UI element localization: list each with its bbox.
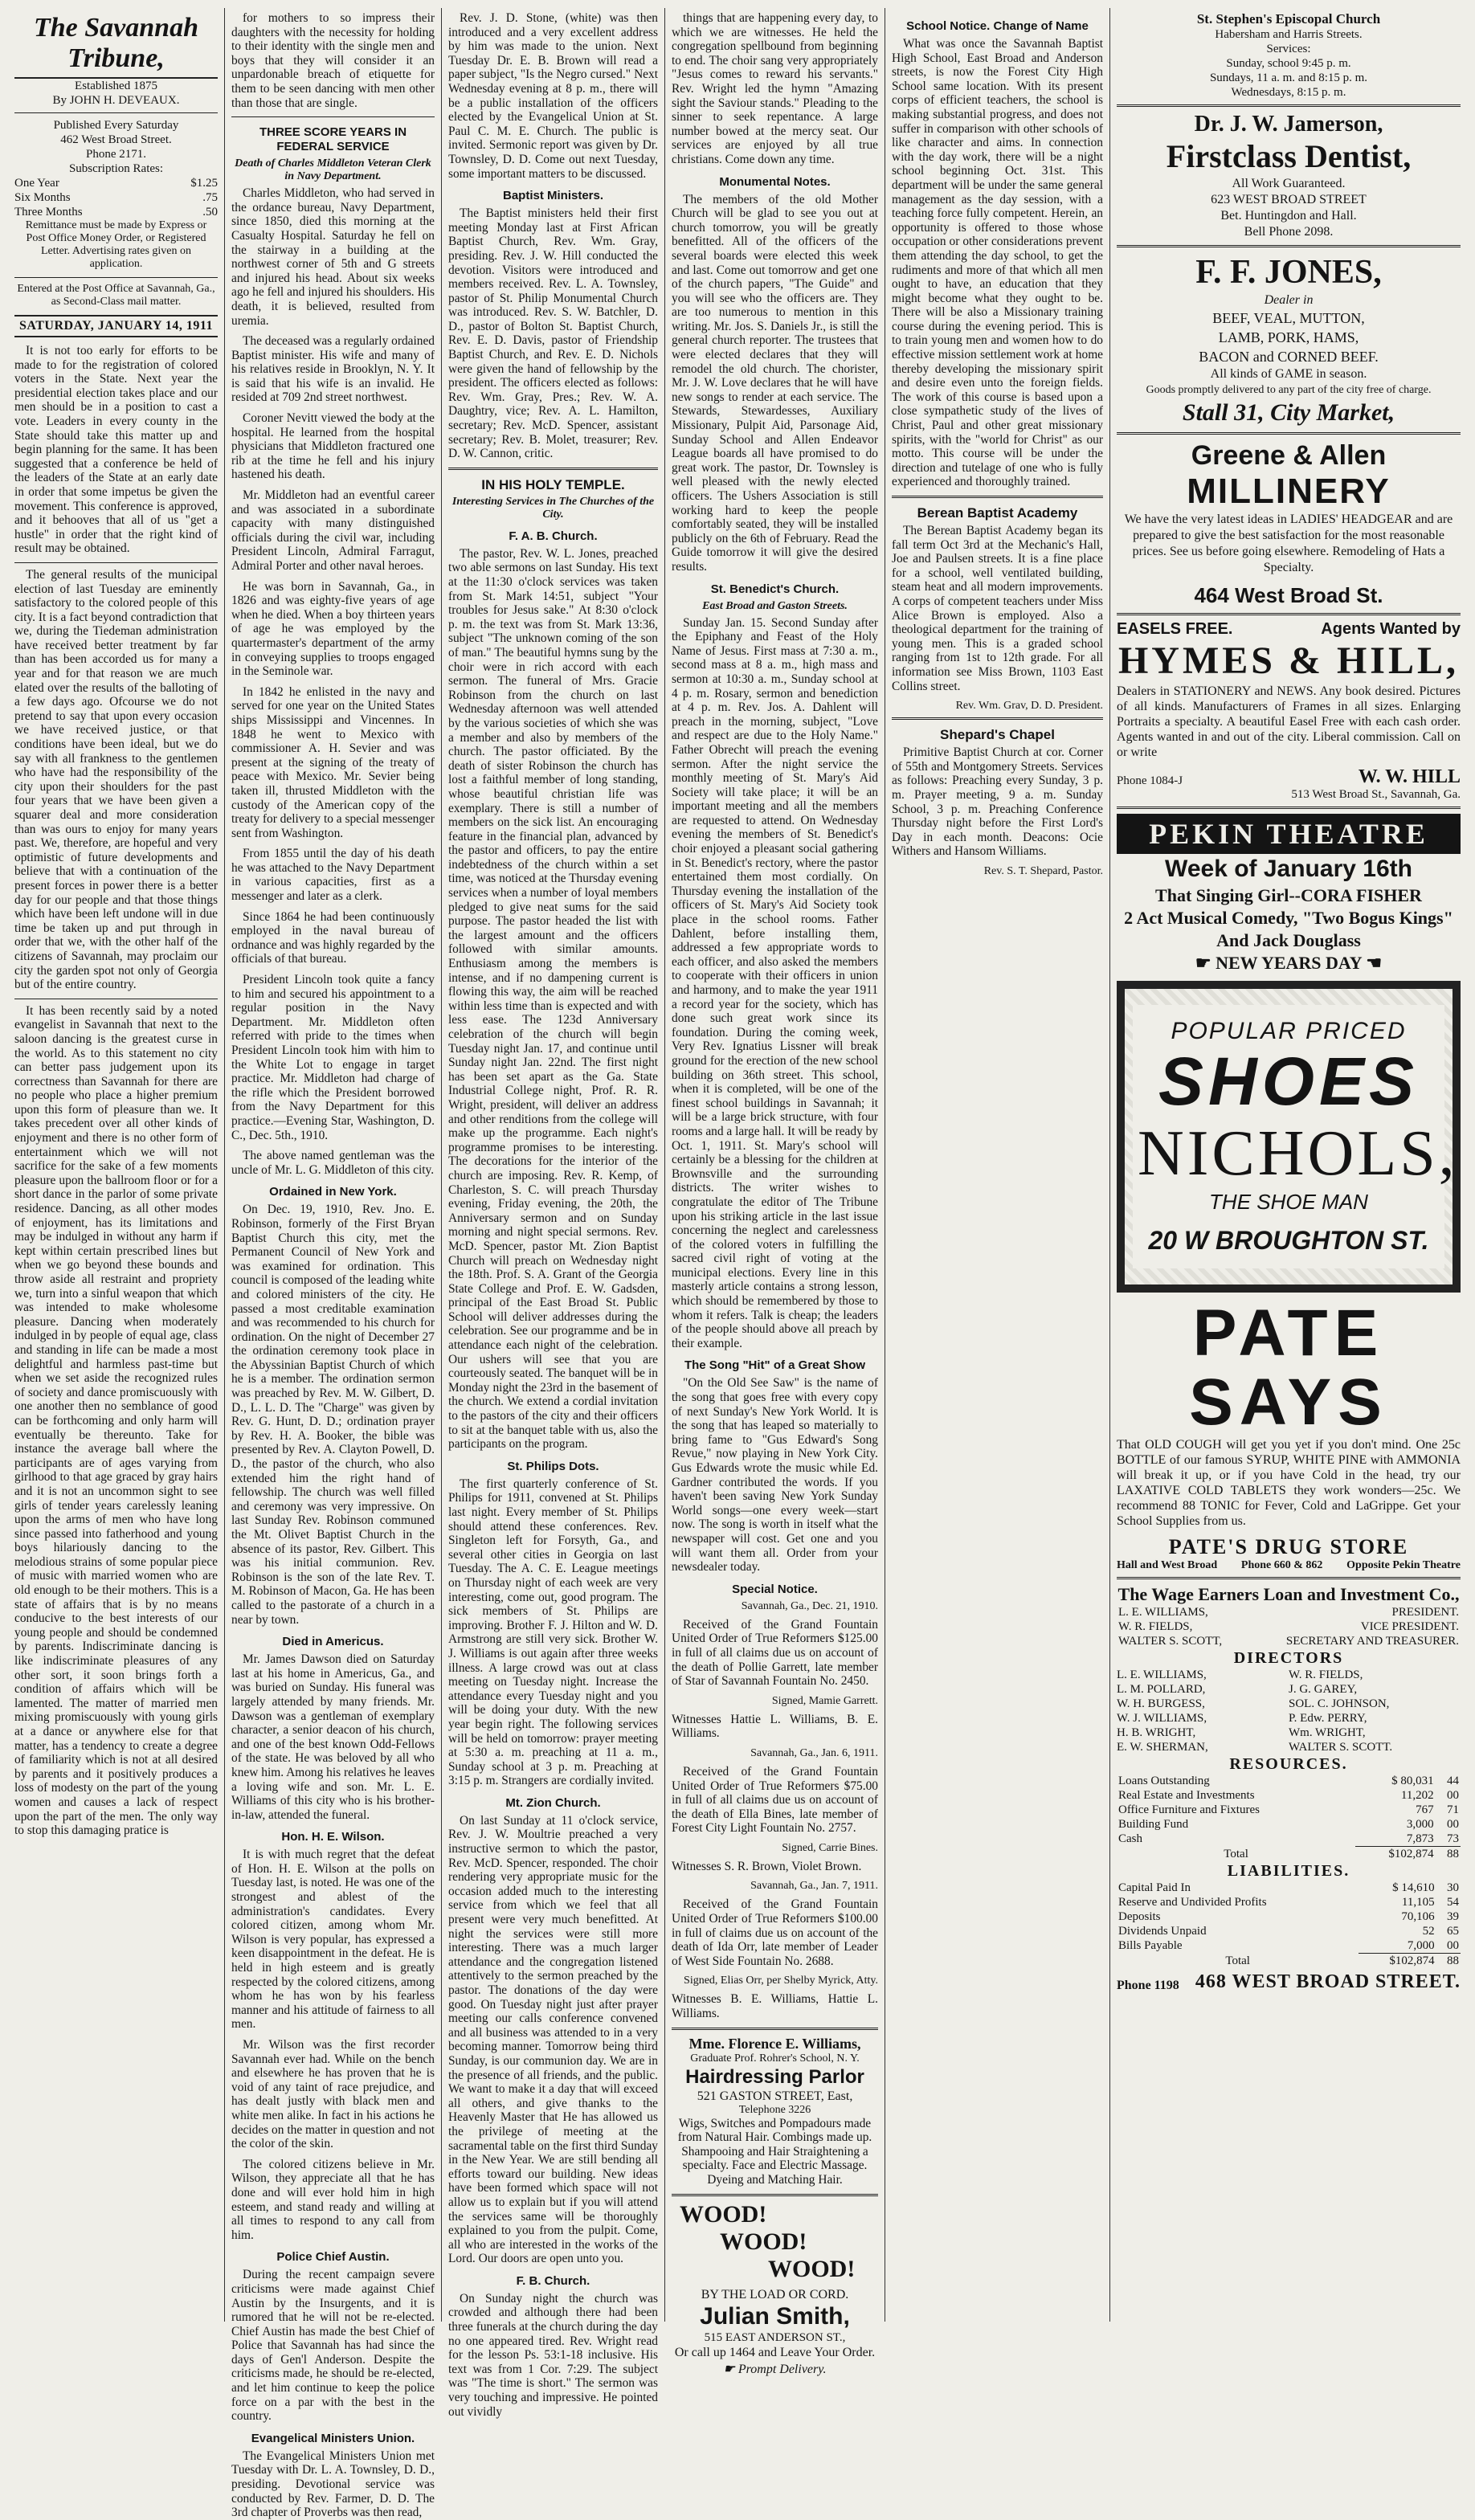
remittance-note: Remittance must be made by Express or Post Office Money Order, or Registered Letter. Advertising rates given on application. [25,219,207,270]
agents-wanted: Agents Wanted by [1321,620,1461,638]
shoes-popular: POPULAR PRICED [1171,1018,1407,1044]
rate-row: Three Months .50 [14,206,218,219]
pate-opposite: Opposite Pekin Theatre [1346,1559,1461,1571]
jones-name: F. F. JONES, [1195,254,1382,291]
jamerson-phone: Bell Phone 2098. [1244,225,1334,239]
article-paragraph: Sunday Jan. 15. Second Sunday after the Epiphany and Feast of the Holy Name of Jesus. First mass at 7:30 a. m., second mass at 8 a. m., high mass and sermon at 10:30 a. m., Sunday school at 4 p. m. Rosary, sermon and benediction at 4 p. m. Rev. Jos. A. Dahlent will preach in the morning, subject, "Love and respect are due to the Holy Name." Father Obrecht will preach the evening sermon. After the night service the monthly meeting of St. Mary's Aid Society will take place; it will be an important meeting and all the members are requested to attend. On Wednesday evening the members of St. Benedict's choir enjoyed a pleasant social gathering in St. Benedict's rectory, where the pastor entertained them most cordially. On Thursday evening the installation of the officers of St. Mary's Aid Society took place in the school rooms. Father Dahlent, before installing them, addressed a few appropriate words to each officer, and also asked the members to cooperate with their officers in union and harmony, and to make the year 1911 a record year for the society, which has done such great work since its foundation. During the coming week, Very Rev. Ignatius Lissner will break ground for the erection of the new school building on 36th street. This school, when it is completed, will be one of the finest school buildings in Savannah; it will be a large brick structure, with four rooms and a large hall. It will be ready by Oct. 1, 1911. St. Mary's school will certainly be a blessing for the children at Brownsville and the surrounding districts. The writer wishes to congratulate the editor of The Tribune upon his striking article in the last issue concerning the neglect and carelessness of the colored voters in fulfilling the sacred civil right of voting at the municipal elections. Every line in this masterly article contains a strong lesson, which should be remembered by those to whom it refers. Talk is cheap; the leaders of the people should above all preach by their example. [672,615,879,1350]
headline-berean: Berean Baptist Academy [917,505,1078,521]
masthead-address: 462 West Broad Street. [60,133,172,146]
stephens-services: Services: [1266,43,1311,55]
jamerson-name: Dr. J. W. Jamerson, [1194,112,1383,137]
headline-holy-temple: IN HIS HOLY TEMPLE. [481,476,625,492]
article-paragraph: "On the Old See Saw" is the name of the song that goes free with every copy of next Sunday's New York World. It is the song that has leaped so materially to bring fame to "Gus Edward's Song Revue," now playing in New York City. Gus Edwards wrote the music while Ed. Gardner contributed the words. If you haven't been saving New York Sunday World songs—one every week—start now. The song is worth in itself what the newspaper will cost. Get one and you will want them all. Order from your newsdealer today. [672,1376,878,1574]
article-paragraph: Mr. James Dawson died on Saturday last at his home in Americus, Ga., and was buried on Sunday. His funeral was largely attended by many friends. Mr. Dawson was a gentleman of exemplary character, a senior deacon of his church, and one of the best known Odd-Fellows of the state. He was beloved by all who knew him. Among his relatives he leaves a loving wife and son. Mr. L. E. Williams of this city who is his brother-in-law, attended the funeral. [231,1652,435,1822]
stephens-address: Habersham and Harris Streets. [1215,28,1363,41]
ad-mme-grad: Graduate Prof. Rohrer's School, N. Y. [690,2052,860,2065]
pointing-hand-icon: ☛ [723,2362,735,2376]
ga-address: 464 West Broad St. [1194,583,1383,607]
editorial-dancing: It has been recently said by a noted evangelist in Savannah that next to the saloon dancing is the greatest curse in the world. As to this statement no city can better pass judgement upon its correctness than Savannah for there are no people who place a higher premium upon this form of pleasure than we. It takes precedent over all other kinds of enjoyment and there is no other form of entertainment which we will not sacrifice for the sake of a few moments pleasure upon the ballroom floor or for a short dance in the parlor of some private residence. Dancing, as all other modes of enjoyment, has its limitations and may be indulged in without any harm if kept within certain prescribed lines but when we go beyond these bounds and throw aside all restraint and propriety we, turn into a sinful weapon that which was intended to make wholesome pleasure. Dancing when moderately indulged in by people of equal age, class and standing in life can be made a most delightful and harmless past-time but when we set aside the recognized rules of society and dance promiscuously with one another then no semblance of good can be forthcoming and only harm will eventually be thereunto. Take for instance the average ball where the participants are of ages varying from girlhood to that age graced by gray hairs and it is not an uncommon sight to see girls of tender years carelessly leaning upon the arms of men who have long since passed into fatherhood and young boys hilariously dancing to the melodious strains of some popular piece of music with married women who are old enough to be their mothers. This is a state of affairs that is by no means conducive to the best interests of our young people and should be condemned by parents. Indiscriminate dancing is like indiscriminate pleasures of any other sort, it soon brings forth a condition of affairs which will be lamented. The matter of married men mixing promiscuously with young girls at a dance or anywhere else for that matter, has a tendency to create a degree of familiarity which is not at all desired by parents and it positively produces a loss of modesty on the part of the young women and causes a lack of respect upon the part of the men. The only way to stop this damaging pratice is [14,1003,218,1838]
article-paragraph: The Baptist ministers held their first meeting Monday last at First African Baptist Church, Rev. Wm. Gray, presiding. Rev. J. W. Hill conducted the devotion. Visitors were introduced and members received. Rev. L. A. Townsley, pastor of St. Philip Monumental Church was introduced. Rev. S. W. Batchler, D. D., pastor of Bolton St. Baptist Church, Rev. E. D. Davis, pastor of Friendship Baptist Church, and Rev. E. D. Nichols were given the hand of fellowship by the president. The officers elected as follows: Rev. Wm. Gray, Pres.; Rev. W. A. Daughtry, vice; Rev. A. L. Hamilton, secretary; Rev. McD. Spencer, assistant secretary; Rev. B. Molet, treasurer; Rev. D. W. Cannon, critic. [448,206,658,461]
ad-mme-body: Wigs, Switches and Pompadours made from Natural Hair. Combings made up. Shampooing and Hair Straightening a specialty. Face and Electric Massage. Dyeing and Matching Hair. [677,2116,872,2187]
ad-wood-delivery: Prompt Delivery. [738,2362,827,2376]
article-paragraph: things that are happening every day, to which we are witnesses. He held the congregation spellbound from beginning to end. The choir sang very appropriately "Jesus comes to reward his servants." Rev. Wright led the hymn "Amazing sight the Saviour stands." Pleading to the sinner to seek repentance. A large number bowed at the mercy seat. Our services are enjoyed by all true christians. Come down any time. [672,11,878,166]
column-3 [442,8,665,2419]
headline-st-benedicts: St. Benedict's Church. [710,582,840,596]
headline-fab-church: F. A. B. Church. [509,529,598,543]
column-4 [665,8,885,2376]
directors-title: DIRECTORS [1233,1649,1344,1667]
article-paragraph: On Sunday night the church was crowded and although there had been three funerals at the church during the day no one appeared tired. Rev. Wright read for the lesson Ps. 53:1-18 inclusive. His text was from 1 Cor. 7:29. The subject was "The time is short." The sermon was very touching and impressive. He pointed out vividly [448,2291,658,2419]
subhead-middleton: Death of Charles Middleton Veteran Clerk in Navy Department. [235,157,431,183]
nichols-name: NICHOLS, [1138,1118,1458,1189]
article-paragraph: Coroner Nevitt viewed the body at the hospital. He learned from the hospital physicians that Middleton fractured one rib at the time he fell and his injury hastened his death. [231,411,435,482]
headline-baptist-ministers: Baptist Ministers. [502,189,604,203]
jones-line: LAMB, PORK, HAMS, [1218,329,1359,345]
table-row: L. E. WILLIAMS, PRESIDENT. [1118,1606,1459,1619]
article-paragraph: Mr. Wilson was the first recorder Savannah ever had. While on the bench and elsewhere he has proven that he is void of any taint of race prejudice, and has dealt justly with black men and white men alike. In fact in his actions he decides on the matter in question and not the color of the skin. [231,2038,435,2151]
notice-date: Savannah, Ga., Jan. 7, 1911. [750,1880,878,1893]
article-paragraph: The Evangelical Ministers Union met Tuesday with Dr. L. A. Townsley, D. D., presiding. Devotional service was conducted by Rev. Farmer, D. D. The 3rd chapter of Proverbs was then read, [231,2449,435,2520]
headline-special-notice: Special Notice. [732,1582,818,1596]
jones-line: Goods promptly delivered to any part of the city free of charge. [1146,384,1432,396]
resources-title: RESOURCES. [1229,1755,1348,1773]
article-paragraph: It is with much regret that the defeat of Hon. H. E. Wilson at the polls on Tuesday last, is noted. He was one of the strongest and ablest of the administration's candidates. Every colored citizen, among whom Mr. Wilson is very popular, has expressed a keen disappointment in the defeat. He is held in high esteem and is greatly respected by the colored citizens, among whom he has won by his fearless manner and his attitude of fairness to all men. [231,1848,435,2032]
headline-fb-church: F. B. Church. [516,2273,590,2288]
table-row: WALTER S. SCOTT, SECRETARY AND TREASURER. [1118,1635,1459,1648]
table-row: Building Fund 3,000 00 [1118,1818,1459,1831]
editorial-election: The general results of the municipal election of last Tuesday are eminently satisfactory to the colored people of this city. It is a fact beyond contradiction that we, during the Tiedeman administration have received better treatment by far than has been accorded us for many a year and for that reason we are much elated over the results of the balloting of a few days ago. Ofcourse we do not pretend to say that upon every occasion we have received justice, or that conditions have been ideal, but we do say with all frankness to the gentlemen who have had the responsibility of the city upon their shoulders for the past four years that we have been given a squarer deal and more consideration than was ours to enjoy for many years past. We, therefore, are hopeful and very optimistic of future developments and believe that with a continuation of the present forces in power there is a better day for our people and that those things which have been left undone will in due time be taken up and put through in order that we, with the other half of the citizens of Savannah, may proclaim our city the garden spot not only of Georgia but of the entire country. [14,567,218,992]
ad-wage-earners [1117,1584,1461,1993]
table-row: Dividends Unpaid 52 65 [1118,1925,1459,1938]
notice-date: Savannah, Ga., Dec. 21, 1910. [741,1599,878,1612]
headline-ordained: Ordained in New York. [269,1185,397,1199]
wage-title: The Wage Earners Loan and Investment Co., [1117,1584,1460,1604]
ad-mme-address: 521 GASTON STREET, East, [697,2089,853,2103]
shepards-signature: Rev. S. T. Shepard, Pastor. [983,864,1103,877]
table-row: W. R. FIELDS, VICE PRESIDENT. [1118,1620,1459,1633]
article-paragraph: Since 1864 he had been continuously employed in the naval bureau of ordnance and was highly regarded by the officials of that bureau. [231,909,435,966]
table-row: Loans Outstanding $ 80,031 44 [1118,1775,1459,1787]
masthead-title: The Savannah Tribune, [14,11,218,79]
pekin-line: 2 Act Musical Comedy, "Two Bogus Kings" [1124,908,1453,928]
wage-address: 468 WEST BROAD STREET. [1195,1971,1461,1992]
table-row-total: Total $102,874 88 [1225,1954,1459,1967]
masthead-published: Published Every Saturday [53,119,179,132]
newspaper-page [8,8,1467,2520]
pekin-line: That Singing Girl--CORA FISHER [1155,885,1422,905]
notice-body: Received of the Grand Fountain United Order of True Reformers $100.00 in full of claims due us on account of the death of Ida Orr, late member of Leader of West Side Fountain No. 2688. [672,1897,878,1968]
table-row: Capital Paid In $ 14,610 30 [1118,1881,1459,1894]
ad-wood-address: 515 EAST ANDERSON ST., [704,2330,846,2344]
article-paragraph: In 1842 he enlisted in the navy and served for one year on the United States ships Mississippi and Vincennes. In 1848 he went to Mexico with commissioner A. H. Sevier and was present at the signing of the treaty of peace with Mexico. Mr. Sevier being taken ill, thrusted Middleton with the custody of the American copy of the treaty for delivery to a special messenger sent from Washington. [231,684,435,840]
table-row: Reserve and Undivided Profits 11,105 54 [1118,1896,1459,1909]
article-paragraph: On Dec. 19, 1910, Rev. Jno. E. Robinson, formerly of the First Bryan Baptist Church this city, met the Permanent Council of New York and was examined for ordination. This council is composed of the leading white and colored ministers of the city. He passed a most creditable examination and was recommended to his church for ordination. On the night of December 27 the ordination ceremony took place in the Abyssinian Baptist Church of which he is a member. The ordination sermon was preached by Rev. M. W. Gilbert, D. D., L. L. D. The "Charge" was given by Rev. G. Hunt, D. D.; ordination prayer by Rev. H. A. Booker, the bible was presented by Rev. A. Clayton Powell, D. D., the pastor of the church, who also extended him the right hand of fellowship. The church was well filled and ceremony was very impressive. On last Sunday Rev. Robinson communed the Mt. Olivet Baptist Church in the absence of its pastor, Rev. Gilbert. This was his initial communion. Rev. Robinson is the son of the late Rev. T. M. Robinson of Macon, Ga. He has been called to the pastorate of a church in a near by town. [231,1203,435,1627]
stephens-line: Sundays, 11 a. m. and 8:15 p. m. [1209,71,1368,84]
stephens-line: Sunday, school 9:45 p. m. [1226,57,1351,70]
ad-wood-call: Or call up 1464 and Leave Your Order. [674,2345,876,2359]
shoes-word: SHOES [1158,1044,1420,1119]
ga-body: We have the very latest ideas in LADIES' HEADGEAR and are prepared to give the best satisfaction for the most reasonable prices. See us before going elsewhere. Remodeling of Hats a Specialty. [1124,513,1453,574]
subhead-st-benedicts: East Broad and Gaston Streets. [702,599,848,612]
notice-date: Savannah, Ga., Jan. 6, 1911. [750,1746,878,1759]
headline-wilson: Hon. H. E. Wilson. [281,1830,385,1844]
headline-shepards: Shepard's Chapel [940,727,1055,743]
stephens-line: Wednesdays, 8:15 p. m. [1231,86,1346,99]
officers-table [1117,1605,1461,1648]
berean-signature: Rev. Wm. Grav, D. D. President. [955,700,1103,713]
pekin-week: Week of January 16th [1165,856,1412,882]
article-paragraph: The first quarterly conference of St. Philips for 1911, convened at St. Philips last night. Every member of St. Philips should attend these conferences. Rev. Singleton left for Forsyth, Ga., and several other cities in Georgia on last Tuesday. The A. C. E. League meetings on Thursday night of each week are very interesting, come out, good program. The sick members of St. Philips are improving. Brother F. J. Hilton and W. D. Armstrong are still very sick. Brother W. J. Williams is out again after three weeks illness. A large crowd was out at class meeting on Tuesday night. Increase the attendance every Tuesday night and you will be doing your duty. With the new year begin right. The following services will be held on tomorrow: prayer meeting at 5:30 a. m. preaching at 11 a. m., Sunday school at 3 p. m. Preaching at 3:15 p. m. Strangers are cordially invited. [448,1476,658,1788]
rates-title: Subscription Rates: [68,162,164,175]
rate-row: Six Months .75 [14,191,218,204]
article-paragraph: During the recent campaign severe criticisms were made against Chief Austin by the Insurgents, and it is rumored that he will not be re-elected. Chief Austin has made the best Chief of Police that Savannah has had since the days of Gen'l Anderson. Despite the criticisms made, he should be re-elected, and let him continue to keep the police force on a par with the best in the country. [231,2268,435,2424]
jones-line: BEEF, VEAL, MUTTON, [1212,310,1365,326]
pate-store: PATE'S DRUG STORE [1168,1535,1409,1558]
hymes-contact: W. W. HILL [1358,766,1461,787]
article-paragraph: The colored citizens believe in Mr. Wilson, they appreciate all that he has done and will ever hold him in high esteem, and stand ready and willing at all times to respond to any call from him. [231,2157,435,2242]
article-paragraph: President Lincoln took quite a fancy to him and secured his appointment to a regular position in the Navy Department. Mr. Middleton often referred with pride to the times when President Lincoln took him with him to the White Lot to engage in target practice. Mr. Middleton had charge of the rifle which the President borrowed from the Navy Department for this practice.—Evening Star, Washington, D. C., Dec. 5th., 1910. [231,973,435,1142]
editorial-registration: It is not too early for efforts to be made to for the registration of colored voters in the State. Next year the presidential election takes place and our men should be in a position to cast a vote. Leaders in every county in the State should take this matter up and begin planning for the same. It has been suggested that a conference be held of the leaders of the State at an early date in order that some impetus be given the movement. This conference is approved, and it behooves that all of us "get a hustle" in order that the right kind of result may be obtained. [14,344,218,556]
article-paragraph: On last Sunday at 11 o'clock service, Rev. J. W. Moultrie preached a very instructive sermon to which the pastor, Rev. McD. Spencer, responded. The choir rendering very appropriate music for the occasion added much to the interesting service from which we feel that all present were very much benefitted. At night the services were still more interesting. There was a much larger attendance and the congregation listened attentively to the sermon preached by the pastor. The donations of the day were good. On Tuesday night just after prayer meeting our calls conference convened and all business was attended to in a very becoming manner. Tomorrow being third Sunday, is our communion day. We are in the presence of all friends, and the public. We want to make it a day that will exceed all others, and give thanks to the Heavenly Master that He has allowed us the privilege of meeting at the sacramental table on the first third Sunday in the New Year. We are still bending all efforts toward our building. New ideas have been formed which space will not allow us to explain but if you will attend the services same will be thoroughly explained to you from the pulpit. Come, all who are interested in the works of the Lord. Our doors are open unto you. [448,1813,658,2266]
table-row: Deposits 70,106 39 [1118,1910,1459,1923]
column-5 [885,8,1110,2322]
table-row-total: Total $102,874 88 [1224,1847,1459,1860]
table-row: Real Estate and Investments 11,202 00 [1118,1789,1459,1802]
notice-signature: Signed, Elias Orr, per Shelby Myrick, Atty. [684,1975,878,1987]
liabilities-table [1117,1881,1461,1968]
ad-jamerson [1117,112,1461,240]
liabilities-title: LIABILITIES. [1227,1862,1350,1880]
article-paragraph: From 1855 until the day of his death he was attached to the Navy Department in various capacities, first as a messenger and later as a clerk. [231,847,435,904]
headline-austin: Police Chief Austin. [276,2250,390,2265]
ad-mme-title: Hairdressing Parlor [685,2065,864,2088]
table-row: Cash 7,873 73 [1118,1832,1459,1846]
subhead-churches: Interesting Services in The Churches of the City. [451,495,655,521]
masthead-phone: Phone 2171. [86,148,146,161]
headline-school-notice: School Notice. Change of Name [906,19,1089,33]
jamerson-address: 623 WEST BROAD STREET [1211,193,1367,206]
notice-body: Received of the Grand Fountain United Order of True Reformers $125.00 in full of all claims due us on account of the death of Pollie Garrett, late member of Star of Savannah Fountain No. 2450. [672,1617,878,1689]
pekin-new-years-day: NEW YEARS DAY [1216,953,1362,973]
ad-pekin-theatre [1117,814,1461,974]
ad-mme-name: Mme. Florence E. Williams, [688,2035,861,2052]
pointing-hand-icon: ☛ [1195,953,1211,973]
masthead-established: Established 1875 [75,80,157,92]
table-row: Office Furniture and Fixtures 767 71 [1118,1803,1459,1816]
notice-body: Received of the Grand Fountain United Order of True Reformers $75.00 in full of all claims due us on account of the death of Ella Bines, late member of Forest City Light Fountain No. 2757. [672,1764,878,1836]
article-paragraph: The Berean Baptist Academy began its fall term Oct 3rd at the Mechanic's Hall, Joe and Paulsen streets. It is a fine place for a school, well ventilated building, steam heat and all modern improvements. A corps of competent teachers under Miss Alice Brown is employed. Also a theological department for the training of young men. This is a graded school ranging from 1st to 12th grade. For all information see Miss Brown, 1103 East Collins street. [892,524,1103,693]
article-paragraph: Charles Middleton, who had served in the ordance bureau, Navy Department, since 1850, died this morning at the Casualty Hospital. Saturday he fell on the stairway in a building at the northwest corner of 5th and G streets and injured his head. About six weeks ago he fell and injured his shoulders. His death, it is believed, resulted from uremia. [231,186,435,328]
masthead-by: By JOHN H. DEVEAUX. [52,94,180,107]
headline-monumental: Monumental Notes. [719,174,831,189]
article-paragraph: Primitive Baptist Church at cor. Corner of 55th and Montgomery Streets. Services as follows: Preaching every Sunday, 3 p. m. Prayer meeting, 9 a. m. Sunday School, 3 p. m. Preaching Conference Thursday night before the First Lord's Day in each month. Deacons: Ocie Withers and Hansom Williams. [892,745,1103,859]
notice-witnesses: Witnesses B. E. Williams, Hattie L. Williams. [672,1992,878,2021]
notice-witnesses: Witnesses S. R. Brown, Violet Brown. [672,1859,862,1873]
article-paragraph: Rev. J. D. Stone, (white) was then introduced and a very excellent address by him was made to the union. Next Tuesday Dr. E. B. Brown will read a paper subject, "Is the Negro cursed." Next Wednesday evening at 8 p. m., there will be a public installation of the officers elected by the Evangelical Union at St. Paul C. M. E. Church. The public is invited. Sermonic report was given by Dr. Townsley, D. D. Come out next Tuesday, some important matters to be discussed. [448,11,658,181]
dateline: SATURDAY, JANUARY 14, 1911 [14,315,218,337]
jones-stall: Stall 31, City Market, [1182,399,1395,426]
shoe-man: THE SHOE MAN [1209,1190,1368,1214]
jones-line: All kinds of GAME in season. [1210,367,1367,381]
notice-signature: Signed, Carrie Bines. [782,1841,878,1854]
article-paragraph: The above named gentleman was the uncle of Mr. L. G. Middleton of this city. [231,1149,435,1177]
pointing-hand-icon: ☚ [1366,953,1383,973]
rate-row: One Year $1.25 [14,177,218,190]
entered-note: Entered at the Post Office at Savannah, Ga., as Second-Class mail matter. [17,283,215,308]
pate-location: Hall and West Broad [1117,1559,1218,1571]
jamerson-line: Bet. Huntingdon and Hall. [1220,209,1357,223]
hymes-body: Dealers in STATIONERY and NEWS. Any book desired. Pictures of all kinds. Manufacturers of Frames in all sizes. Enlarging Portraits a specialty. A beautiful Easel Free with each cash order. Agents wanted in and out of the city. Liberal commission. Call on or write [1117,684,1461,759]
ad-wood-3: WOOD! [768,2255,856,2282]
article-paragraph: Mr. Middleton had an eventful career and was associated in a subordinate capacity with many distinguished officials during the civil war, including President Lincoln, Admiral Farragut, Admiral Porter and other naval heroes. [231,488,435,573]
headline-song-hit: The Song "Hit" of a Great Show [684,1358,866,1373]
headline-mt-zion: Mt. Zion Church. [505,1795,601,1810]
ad-hymes-hill [1117,620,1461,802]
column-1 [8,8,225,2322]
notice-signature: Signed, Mamie Garrett. [771,1694,878,1707]
ad-greene-allen [1117,439,1461,608]
ad-pate-drug [1117,1299,1461,1572]
article-paragraph: The deceased was a regularly ordained Baptist minister. His wife and many of his relatives reside in Brooklyn, N. Y. It is said that his wife is an invalid. He resided at 709 2nd street northwest. [231,334,435,405]
pate-says: PATE SAYS [1189,1297,1388,1439]
ad-wood-by: BY THE LOAD OR CORD. [701,2287,849,2301]
jones-line: BACON and CORNED BEEF. [1199,349,1379,365]
pekin-line: And Jack Douglass [1216,930,1361,950]
ad-jones [1117,252,1461,427]
ad-mme-telephone: Telephone 3226 [738,2103,811,2116]
wage-phone: Phone 1198 [1117,1979,1179,1992]
hymes-phone: Phone 1084-J [1117,774,1183,787]
pekin-title: PEKIN THEATRE [1117,814,1461,854]
directors-grid: L. E. WILLIAMS, W. R. FIELDS, L. M. POLLARD, J. G. GAREY, W. H. BURGESS, SOL. C. JOHNSON, W. J. WILLIAMS, P. Edw. PERRY, H. B. WRIGHT, Wm. WRIGHT, E. W. SHERMAN, WALTER S. SCOTT. [1117,1668,1393,1754]
hymes-hill-name: HYMES & HILL, [1117,639,1460,682]
headline-evangelical: Evangelical Ministers Union. [251,2431,415,2445]
ad-nichols-shoes [1117,981,1461,1293]
hymes-address: 513 West Broad St., Savannah, Ga. [1291,788,1461,801]
resources-table [1117,1774,1461,1861]
article-paragraph: What was once the Savannah Baptist High School, East Broad and Anderson streets, is now the Forest City High School same location. With its present corps of efficient teachers, the school is making substantial progress, and does not suffer in comparison with other schools of like character and aims. In connection with the day work, there will be a night school beginning Oct. 31st. This department will be under the same general management as the day session, with a teaching force fully competent. Herein, an opportunity is offered to those whose occupation or other considerations prevent them attending the day school, to get the rudiments and more of that which all men ought to have, an education that they might become what they ought to be. There will be also a Missionary training course during the evening period. This is to train young men and women how to do effective mission settlement work at home thereby developing the missionary spirit and desire even unto the foreign fields. The work of this course is based upon a close sympathetic study of the lives of Christ, Paul and other great missionary spirits, with the "world for Christ" as our motto. This course will be under the direction and tutelage of one who is fully experienced and thoroughly trained. [892,37,1103,489]
ga-name: Greene & Allen [1191,440,1387,471]
rates-list [14,176,218,219]
ad-wood-2: WOOD! [720,2228,807,2255]
table-row: Bills Payable 7,000 00 [1118,1939,1459,1953]
pate-phone: Phone 660 & 862 [1240,1559,1323,1571]
ad-wood-1: WOOD! [680,2200,767,2228]
dancing-continued: for mothers to so impress their daughters with the necessity for holding to their identity with the single men and boys that they will consider it an unpardonable breach of etiquette for them to be seen dancing with men other than those that are single. [231,11,435,110]
headline-three-score: THREE SCORE YEARS IN FEDERAL SERVICE [259,125,407,154]
pate-body: That OLD COUGH will get you yet if you don't mind. One 25c BOTTLE of our famous SYRUP, WHITE PINE with AMMONIA will break it up, or if you have Cold in the head, try our LAXATIVE COLD TABLETS they work wonders—25c. We recommend 88 TONIC for Fever, Cold and LaGrippe. Get your School Supplies from us. [1117,1438,1461,1528]
stephens-title: St. Stephen's Episcopal Church [1196,11,1381,27]
ad-wood-name: Julian Smith, [700,2302,850,2330]
headline-st-philips: St. Philips Dots. [507,1459,599,1473]
column-6 [1110,8,1467,2322]
article-paragraph: The members of the old Mother Church will be glad to see you out at church tomorrow, you will be greatly benefitted. All of the officers of the several boards were elected this week and last. Come out tomorrow and get one of the church papers, "The Guide" and you will see who the officers are. They are too numerous to mention in this writing. Mr. Jos. S. Daniels Jr., is still the general church reporter. The trustees that were elected declares that they will remodel the old church. The chorister, Mr. J. W. Love declares that he will have new songs to render at each service. The Stewards, Stewardesses, Auxiliary Missionary, Pulpit Aid, Parsonage Aid, Sunday School and Allen Endeavor League boards all have promised to do great work. The pastor, Dr. Townsley is well pleased with the newly elected officers. The Ushers Association is still working hard to keep the people comfortably seated, they will be installed publicly on the 6th of February. Read the Guide tomorrow it will give the desired results. [672,192,878,574]
article-paragraph: He was born in Savannah, Ga., in 1826 and was eighty-five years of age when he died. When a boy thirteen years of age he was employed by the quartermaster's department of the army in conveying supplies to troops engaged in the Seminole war. [231,579,435,679]
column-2 [225,8,442,2520]
jamerson-title: Firstclass Dentist, [1166,138,1412,174]
notice-witnesses: Witnesses Hattie L. Williams, B. E. Williams. [672,1712,878,1741]
easels-free: EASELS FREE. [1117,620,1233,638]
nichols-address: 20 W BROUGHTON ST. [1148,1226,1429,1255]
jamerson-line: All Work Guaranteed. [1232,177,1346,190]
jones-dealer: Dealer in [1264,293,1314,307]
article-paragraph: The pastor, Rev. W. L. Jones, preached two able sermons on last Sunday. His text at the 11:30 o'clock services was taken from St. Mark 14:51, subject "Your troubles for Jesus sake." At 8:30 o'clock p. m. the text was from St. Mark 13:36, subject "The unknown coming of the son of man." The beautiful hymns sung by the choir were in rich accord with each sermon. The funeral of Mrs. Gracie Robinson from the church on last Wednesday afternoon was well attended by the various societies of which she was a member and also by members of the church. The pastor officiated. By the death of sister Robinson the church has lost a faithful member of long standing, whose beautiful christian life was exemplary. There is still a number of members on the sick list. An encouraging feature in the financial plan, advanced by the pastor and officers, to pay the entire indebtedness of the church within a set time, was noticed at the Thursday evening services when a number of loyal members pledged to give neat sums for the said purpose. The pastor headed the list with the largest amount and the officers followed with similar amounts. Enthusiasm among the members is intense, and if no dampening current is flowing this way, the aim will be reached within less time than is expected and with less ease. The 123d Anniversary celebration of the church will begin Tuesday night Jan. 17, and continue until Sunday night Jan. 22nd. The first night has been set apart as the Ga. State Industrial College night, Prof. R. R. Wright, president, will deliver an address and other renditions from the college will make up the programme. Each night's programme promises to be interesting. The decorations for the interior of the church are imposing. Rev. R. Kemp, of Charleston, S. C. will preach Thursday evening, Friday evening, the 20th, the Anniversary sermon and on Sunday morning and night special sermons. Rev. McD. Spencer, pastor Mt. Zion Baptist Church will preach on Wednesday night the 18th. Prof. S. A. Grant of the Georgia State College and Prof. E. W. Gadsden, principal of the East Broad St. Public School will deliver addresses during the celebration. See our programme and be in attendance each night of the celebration. Our ushers will see that you are courteously seated. The banquet will be in Monday night the 23rd in the basement of the church. We extend a cordial invitation to the pastors of the city and their officers to sit at the banquet table with us, also the participants on the program. [448,546,658,1452]
ga-millinery: MILLINERY [1187,472,1391,511]
headline-americus: Died in Americus. [282,1635,384,1649]
